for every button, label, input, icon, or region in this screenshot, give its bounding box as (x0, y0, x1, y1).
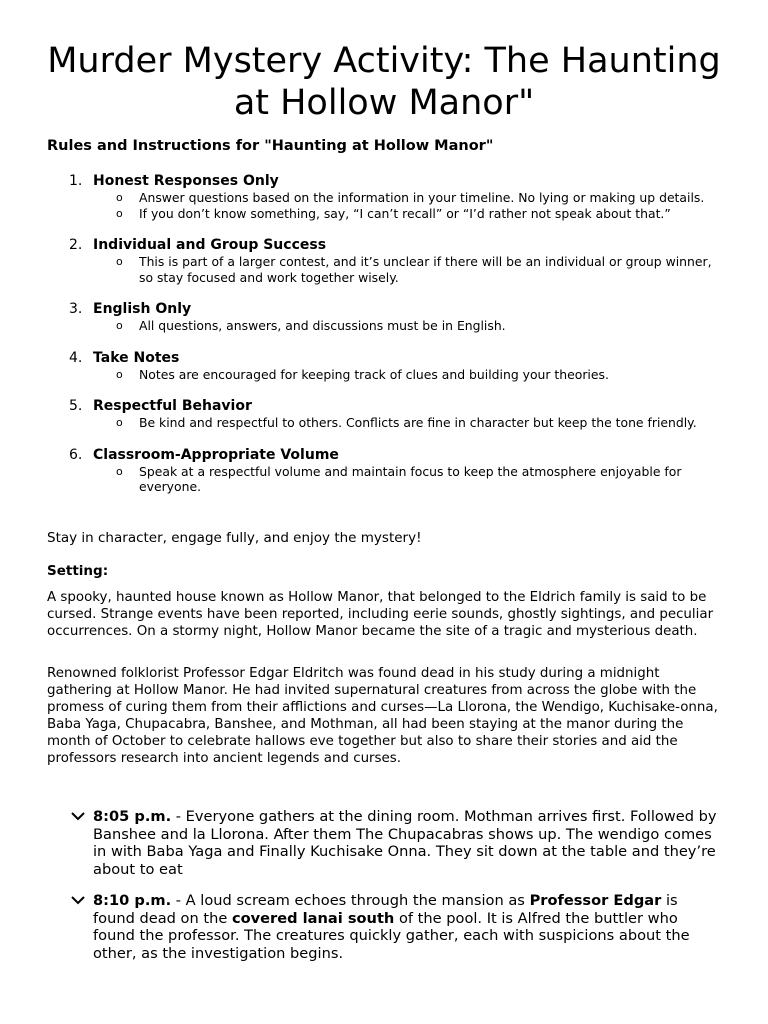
rule-details (47, 190, 727, 221)
rule-header (47, 398, 727, 415)
rule-item (47, 237, 727, 285)
timeline-text-run: is found dead on the (93, 892, 678, 927)
rule-item (47, 350, 727, 383)
timeline-text-run: - Everyone gathers at the dining room. Mothman arrives first. Followed by Banshee and la Llorona. After them The Chupacabras shows up. The wendigo comes in with Baba Yaga and Finally Kuchisake Onna. They sit down at the table and they’re about to eat (93, 808, 717, 878)
setting-heading: Setting: (47, 563, 109, 579)
rule-detail-item (47, 254, 727, 285)
rule-title: Individual and Group Success (93, 237, 327, 253)
timeline-text-run: - A loud scream echoes through the mansion as (171, 892, 530, 909)
rule-detail-text: This is part of a larger contest, and it’s unclear if there will be an individual or group winner, so stay focused and work together wisely. (139, 254, 712, 285)
timeline-text-run: of the pool. It is Alfred the buttler who found the professor. The creatures quickly gather, each with suspicions about the other, as the investigation begins. (93, 909, 690, 962)
rule-header (47, 173, 727, 190)
rule-title: Classroom-Appropriate Volume (93, 446, 339, 463)
sub-bullet: o (116, 191, 123, 204)
timeline-text (93, 808, 717, 878)
rule-header (47, 301, 727, 318)
rule-detail-text: All questions, answers, and discussions must be in English. (139, 318, 506, 333)
rule-number: 2. (69, 237, 83, 253)
rule-detail-item (47, 367, 727, 383)
rule-detail-item (47, 318, 727, 334)
rule-detail-text: Answer questions based on the information in your timeline. No lying or making up details. (139, 190, 705, 205)
rule-detail-item (47, 415, 727, 431)
rule-title: Take Notes (93, 349, 180, 366)
sub-bullet: o (116, 255, 123, 268)
rule-detail-item (47, 464, 727, 495)
rule-number: 3. (69, 301, 83, 317)
rules-heading: Rules and Instructions for "Haunting at Hollow Manor" (47, 138, 494, 154)
timeline-entry (70, 892, 720, 962)
rule-detail-item (47, 206, 727, 222)
rule-item (47, 173, 727, 221)
rule-item (47, 447, 727, 495)
rule-detail-text: Speak at a respectful volume and maintain focus to keep the atmosphere enjoyable for everyone. (139, 463, 682, 494)
rule-detail-item (47, 190, 727, 206)
rule-details (47, 415, 727, 431)
rule-title: English Only (93, 301, 192, 317)
rule-number: 4. (69, 349, 83, 366)
rule-details (47, 318, 727, 334)
timeline-emphasis: Professor Edgar (529, 892, 662, 909)
sub-bullet: o (116, 319, 123, 332)
chevron-down-icon (70, 892, 86, 908)
sub-bullet: o (116, 206, 123, 220)
rule-details (47, 367, 727, 383)
sub-bullet: o (116, 464, 123, 478)
timeline-text (93, 892, 690, 962)
timeline-list (70, 808, 720, 976)
rule-number: 1. (69, 173, 83, 189)
sub-bullet: o (116, 416, 123, 429)
closing-line: Stay in character, engage fully, and enjoy the mystery! (47, 530, 422, 546)
rules-list (47, 173, 727, 511)
timeline-emphasis: covered lanai south (231, 909, 395, 927)
setting-paragraph: A spooky, haunted house known as Hollow Manor, that belonged to the Eldrich family is said to be cursed. Strange events have been reported, including eerie sounds, ghostly sightings, and peculiar occurrences. On a stormy night, Hollow Manor became the site of a tragic and mysterious death. (47, 590, 714, 639)
rule-detail-text: Notes are encouraged for keeping track of clues and building your theories. (139, 366, 609, 382)
setting-paragraph: Renowned folklorist Professor Edgar Eldritch was found dead in his study during a midnight gathering at Hollow Manor. He had invited supernatural creatures from across the globe with the promess of curing them from their afflictions and curses—La Llorona, the Wendigo, Kuchisake-onna, Baba Yaga, Chupacabra, Banshee, and Mothman, all had been staying at the manor during the month of October to celebrate hallows eve together but also to share their stories and aid the professors research into ancient legends and curses. (47, 666, 718, 766)
rule-title: Honest Responses Only (93, 173, 279, 189)
rule-title: Respectful Behavior (93, 398, 252, 414)
rule-item (47, 301, 727, 334)
rule-number: 5. (69, 398, 83, 414)
rule-details (47, 254, 727, 285)
rule-detail-text: If you don’t know something, say, “I can’t recall” or “I’d rather not speak about that.” (139, 205, 671, 221)
timeline-entry (70, 808, 720, 878)
rule-detail-text: Be kind and respectful to others. Conflicts are fine in character but keep the tone friendly. (139, 415, 697, 430)
rule-header (47, 447, 727, 464)
rule-item (47, 398, 727, 431)
rule-header (47, 350, 727, 367)
timeline-emphasis: 8:10 p.m. (93, 892, 172, 909)
sub-bullet: o (116, 367, 123, 381)
page-title: Murder Mystery Activity: The Haunting at Hollow Manor" (47, 41, 721, 123)
rule-number: 6. (69, 446, 83, 463)
rule-details (47, 464, 727, 495)
chevron-down-icon (70, 808, 86, 824)
timeline-emphasis: 8:05 p.m. (93, 808, 172, 825)
rule-header (47, 237, 727, 254)
